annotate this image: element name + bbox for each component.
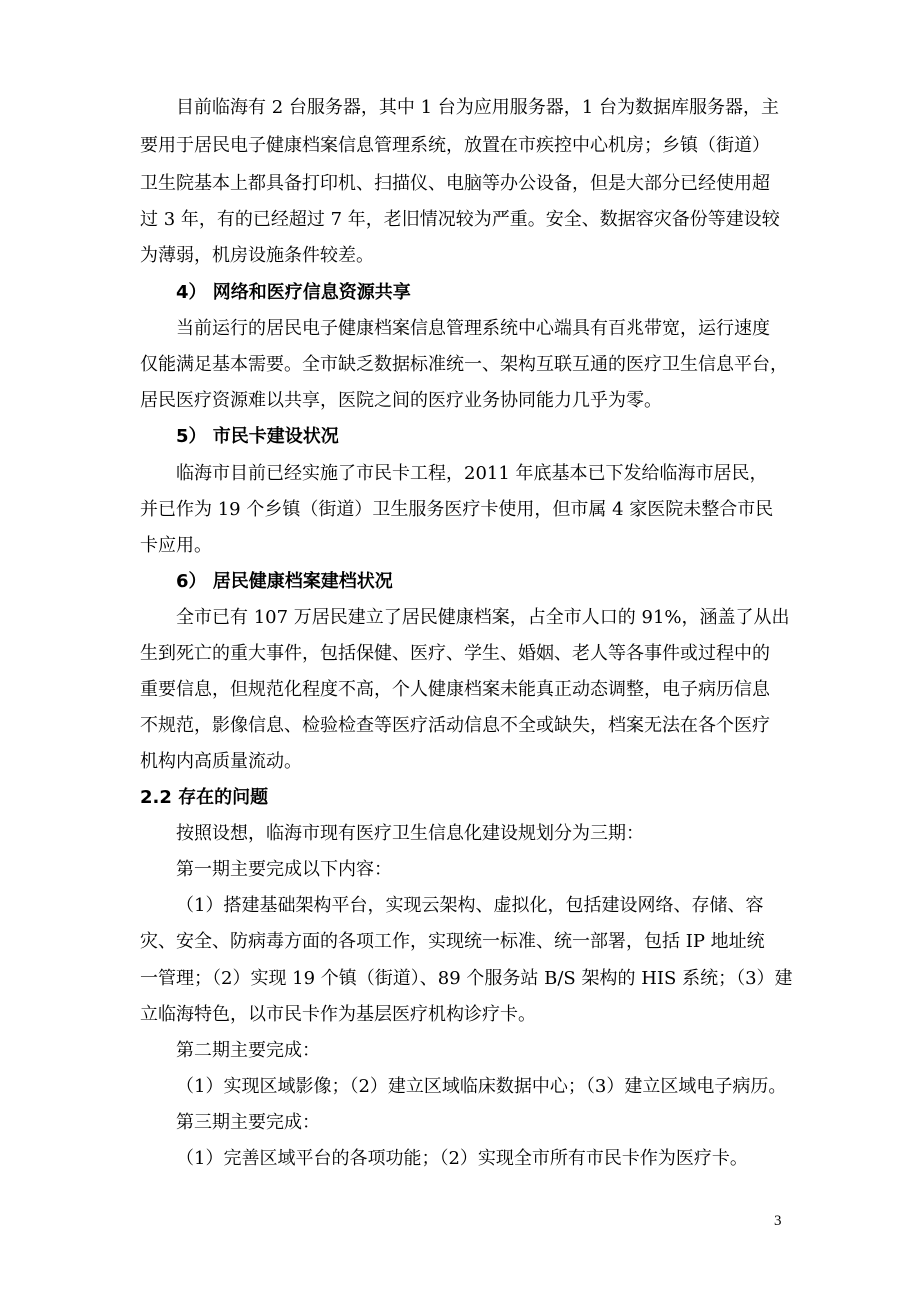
paragraph-line: 生到死亡的重大事件，包括保健、医疗、学生、婚姻、老人等各事件或过程中的: [140, 643, 770, 664]
paragraph-line: 临海市目前已经实施了市民卡工程，2011 年底基本已下发给临海市居民，: [176, 463, 768, 484]
paragraph-line: 卡应用。: [140, 535, 212, 556]
paragraph-line: 灾、安全、防病毒方面的各项工作，实现统一标准、统一部署，包括 IP 地址统: [140, 931, 765, 952]
paragraph-line: 要用于居民电子健康档案信息管理系统，放置在市疾控中心机房；乡镇（街道）: [140, 135, 770, 156]
paragraph-line: 仅能满足基本需要。全市缺乏数据标准统一、架构互联互通的医疗卫生信息平台，: [140, 354, 788, 375]
paragraph-line: 卫生院基本上都具备打印机、扫描仪、电脑等办公设备，但是大部分已经使用超: [140, 173, 770, 194]
paragraph-line: （1）完善区域平台的各项功能；（2）实现全市所有市民卡作为医疗卡。: [176, 1148, 748, 1169]
subheading-card: 5） 市民卡建设状况: [176, 426, 339, 447]
phase3-title: 第三期主要完成：: [176, 1112, 320, 1133]
paragraph-line: 并已作为 19 个乡镇（街道）卫生服务医疗卡使用，但市属 4 家医院未整合市民: [140, 499, 774, 520]
paragraph-line: 不规范，影像信息、检验检查等医疗活动信息不全或缺失，档案无法在各个医疗: [140, 715, 770, 736]
subheading-network: 4） 网络和医疗信息资源共享: [176, 282, 411, 303]
paragraph-line: 当前运行的居民电子健康档案信息管理系统中心端具有百兆带宽，运行速度: [176, 318, 770, 339]
paragraph-line: （1）实现区域影像；（2）建立区域临床数据中心；（3）建立区域电子病历。: [176, 1076, 787, 1097]
paragraph-line: 过 3 年，有的已经超过 7 年，老旧情况较为严重。安全、数据容灾备份等建设较: [140, 209, 780, 230]
phase2-title: 第二期主要完成：: [176, 1040, 320, 1061]
paragraph-line: 机构内高质量流动。: [140, 751, 302, 772]
paragraph-line: 目前临海有 2 台服务器，其中 1 台为应用服务器，1 台为数据库服务器，主: [176, 97, 779, 118]
paragraph-line: 按照设想，临海市现有医疗卫生信息化建设规划分为三期：: [176, 823, 644, 844]
paragraph-line: 一管理；（2）实现 19 个镇（街道）、89 个服务站 B/S 架构的 HIS 系统；（3）建: [140, 968, 793, 989]
paragraph-line: 重要信息，但规范化程度不高，个人健康档案未能真正动态调整，电子病历信息: [140, 679, 770, 700]
phase1-title: 第一期主要完成以下内容：: [176, 859, 392, 880]
paragraph-line: 全市已有 107 万居民建立了居民健康档案，占全市人口的 91%，涵盖了从出: [176, 607, 790, 628]
page-number: 3: [774, 1213, 782, 1229]
paragraph-line: 居民医疗资源难以共享，医院之间的医疗业务协同能力几乎为零。: [140, 390, 662, 411]
paragraph-line: 为薄弱，机房设施条件较差。: [140, 245, 374, 266]
paragraph-line: （1）搭建基础架构平台，实现云架构、虚拟化，包括建设网络、存储、容: [176, 895, 764, 916]
paragraph-line: 立临海特色，以市民卡作为基层医疗机构诊疗卡。: [140, 1004, 536, 1025]
subheading-records: 6） 居民健康档案建档状况: [176, 571, 393, 592]
section-title: 2.2 存在的问题: [140, 787, 269, 808]
